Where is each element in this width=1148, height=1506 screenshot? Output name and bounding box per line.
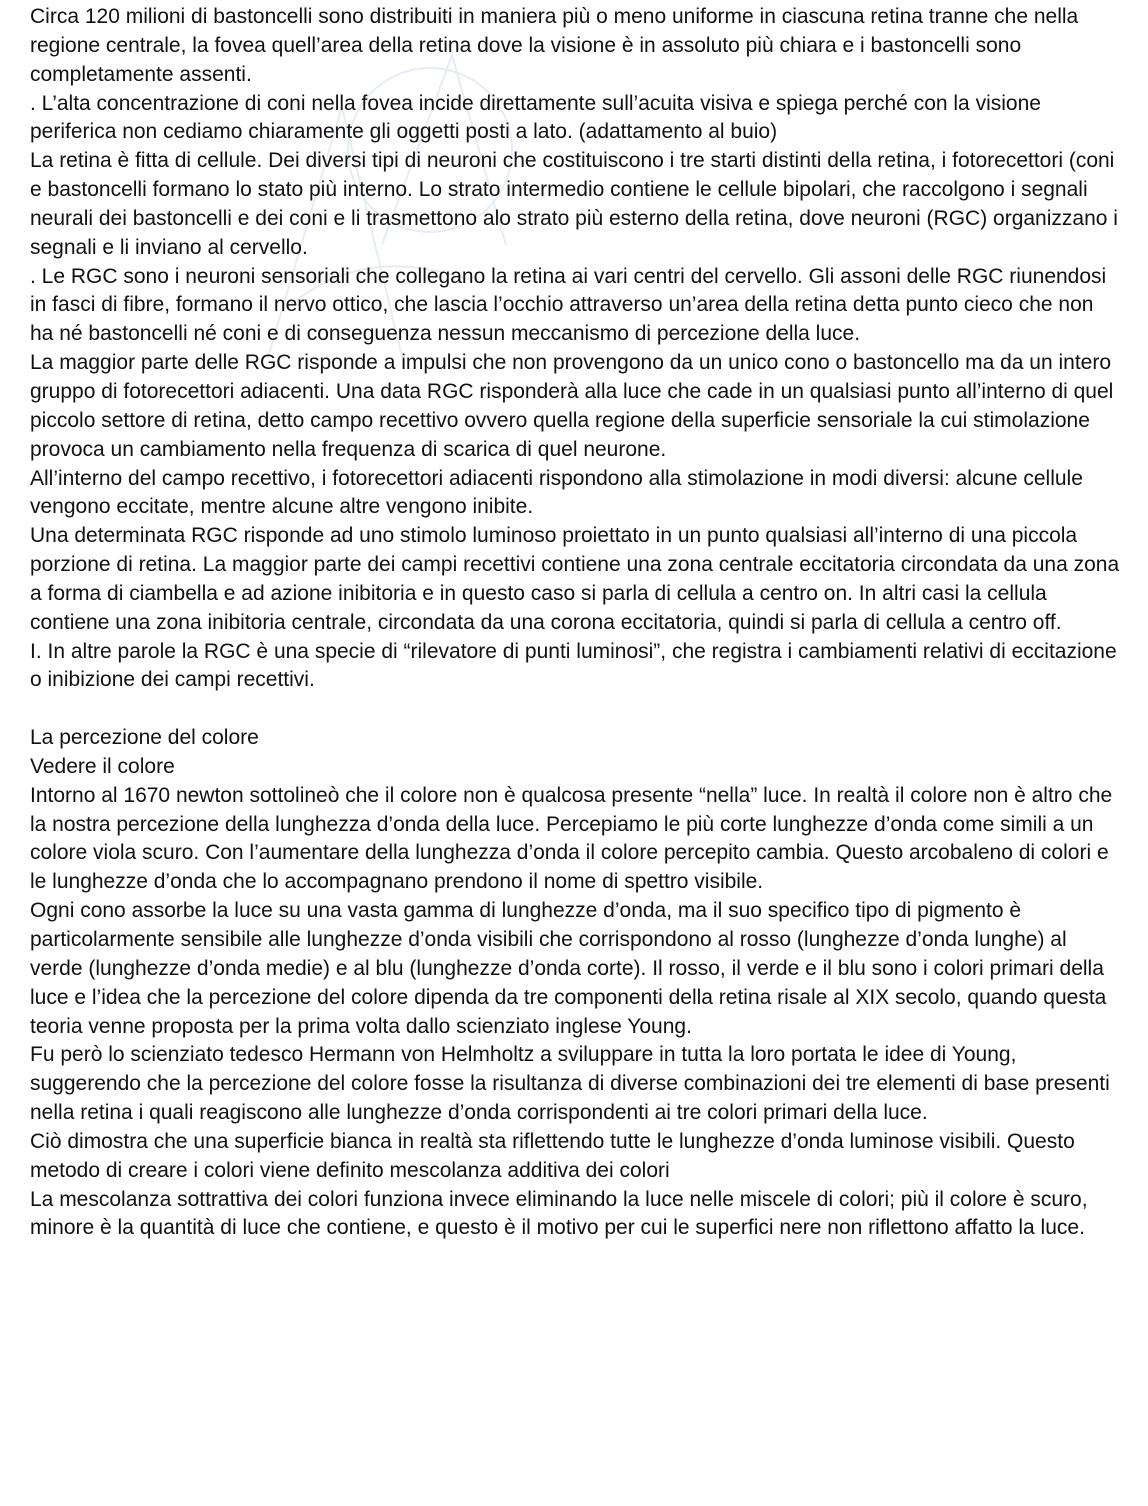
paragraph-subtractive-mixing: La mescolanza sottrattiva dei colori funziona invece eliminando la luce nelle miscele di colori; più il colore è scuro, minore è la quantità di luce che contiene, e questo è il motivo per cui le superfici nere non riflettono affatto la luce. bbox=[30, 1187, 1088, 1240]
section-heading-color-perception: La percezione del colore bbox=[30, 726, 259, 750]
paragraph-newton-color: Intorno al 1670 newton sottolineò che il colore non è qualcosa presente “nella” luce. In realtà il colore non è altro che la nostra percezione della lunghezza d’onda della luce. Percepiamo le più corte lunghezze d’onda come simili a un colore viola scuro. Con l’aumentare della lunghezza d’onda il colore percepito cambia. Questo arcobaleno di colori e le lunghezze d’onda che lo accompagnano prendono il nome di spettro visibile. bbox=[30, 783, 1113, 894]
paragraph-retina-layers: La retina è fitta di cellule. Dei diversi tipi di neuroni che costituiscono i tre starti distinti della retina, i fotorecettori (coni e bastoncelli formano lo stato più interno. Lo strato intermedio contiene le cellule bipolari, che raccolgono i segnali neurali dei bastoncelli e dei coni e li trasmettono alo strato più esterno della retina, dove neuroni (RGC) organizzano i segnali e li inviano al cervello. bbox=[30, 149, 1118, 259]
document-text bbox=[30, 3, 1122, 1243]
paragraph-adjacent-photoreceptors: All’interno del campo recettivo, i fotorecettori adiacenti rispondono alla stimolazione in modi diversi: alcune cellule vengono eccitate, mentre alcune altre vengono inibite. bbox=[30, 466, 1083, 519]
paragraph-light-detector: I. In altre parole la RGC è una specie di “rilevatore di punti luminosi”, che registra i cambiamenti relativi di eccitazione o inibizione dei campi recettivi. bbox=[30, 639, 1117, 692]
blank-line bbox=[30, 695, 1122, 724]
subheading-seeing-color: Vedere il colore bbox=[30, 754, 175, 778]
paragraph-fovea-cones: . L’alta concentrazione di coni nella fovea incide direttamente sull’acuita visiva e spiega perché con la visione periferica non cediamo chiaramente gli oggetti posti a lato. (adattamento al buio) bbox=[30, 91, 1041, 144]
paragraph-receptive-field: La maggior parte delle RGC risponde a impulsi che non provengono da un unico cono o bastoncello ma da un intero gruppo di fotorecettori adiacenti. Una data RGC risponderà alla luce che cade in un qualsiasi punto all’interno di quel piccolo settore di retina, detto campo recettivo ovvero quella regione della superficie sensoriale la cui stimolazione provoca un cambiamento nella frequenza di scarica di quel neurone. bbox=[30, 351, 1114, 461]
paragraph-additive-mixing: Ciò dimostra che una superficie bianca in realtà sta riflettendo tutte le lunghezze d’onda luminose visibili. Questo metodo di creare i colori viene definito mescolanza additiva dei colori bbox=[30, 1129, 1075, 1182]
paragraph-rods: Circa 120 milioni di bastoncelli sono distribuiti in maniera più o meno uniforme in ciascuna retina tranne che nella regione centrale, la fovea quell’area della retina dove la visione è in assoluto più chiara e i bastoncelli sono completamente assenti. bbox=[30, 5, 1079, 86]
paragraph-helmholtz: Fu però lo scienziato tedesco Hermann von Helmholtz a sviluppare in tutta la loro portata le idee di Young, suggerendo che la percezione del colore fosse la risultanza di diverse combinazioni dei tre elementi di base presenti nella retina i quali reagiscono alle lunghezze d’onda corrispondenti ai tre colori primari della luce. bbox=[30, 1043, 1110, 1125]
paragraph-rgc-optic-nerve: . Le RGC sono i neuroni sensoriali che collegano la retina ai vari centri del cervello. Gli assoni delle RGC riunendosi in fasci di fibre, formano il nervo ottico, che lascia l’occhio attraverso un’area della retina detta punto cieco che non ha né bastoncelli né coni e di conseguenza nessun meccanismo di percezione della luce. bbox=[30, 264, 1107, 346]
paragraph-on-off-cells: Una determinata RGC risponde ad uno stimolo luminoso proiettato in un punto qualsiasi all’interno di una piccola porzione di retina. La maggior parte dei campi recettivi contiene una zona centrale eccitatoria circondata da una zona a forma di ciambella e ad azione inibitoria e in questo caso si parla di cellula a centro on. In altri casi la cellula contiene una zona inibitoria centrale, circondata da una corona eccitatoria, quindi si parla di cellula a centro off. bbox=[30, 524, 1120, 634]
paragraph-cone-pigments: Ogni cono assorbe la luce su una vasta gamma di lunghezze d’onda, ma il suo specifico tipo di pigmento è particolarmente sensibile alle lunghezze d’onda visibili che corrispondono al rosso (lunghezze d’onda lunghe) al verde (lunghezze d’onda medie) e al blu (lunghezze d’onda corte). Il rosso, il verde e il blu sono i colori primari della luce e l’idea che la percezione del colore dipenda da tre componenti della retina risale al XIX secolo, quando questa teoria venne proposta per la prima volta dallo scienziato inglese Young. bbox=[30, 899, 1107, 1038]
